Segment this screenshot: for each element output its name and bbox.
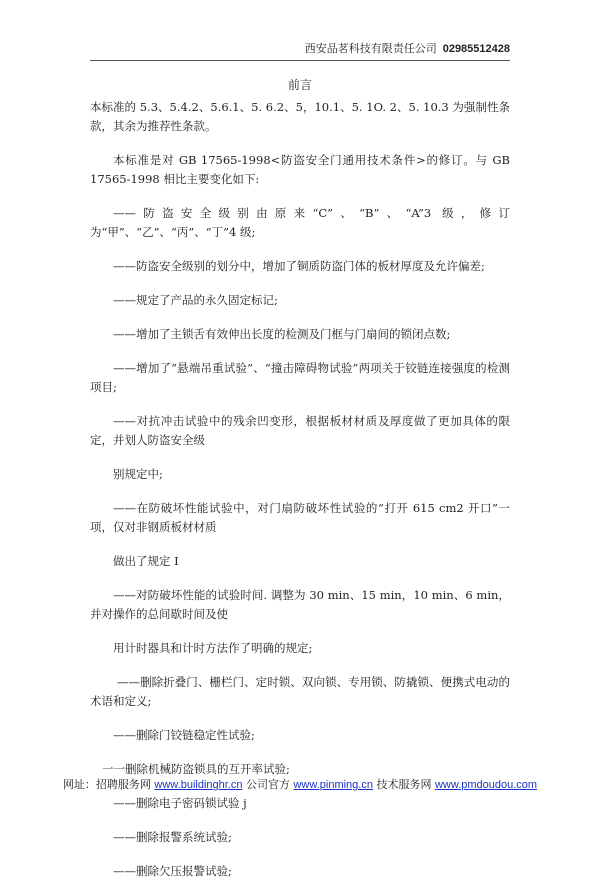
list-item: ——对抗冲击试验中的残余凹变形，根据板材材质及厚度做了更加具体的限定，并划人防盗安全级 bbox=[90, 414, 510, 447]
list-item: ——删除欠压报警试验; bbox=[113, 864, 232, 878]
page-footer bbox=[0, 776, 600, 792]
list-item: ——增加了“悬端吊重试验”、“撞击障碍物试验”两项关于铰链连接强度的检测项目; bbox=[90, 361, 510, 394]
footer-label-tech: 技术服务网 bbox=[376, 778, 432, 791]
list-item: ——删除电子密码锁试验 j bbox=[113, 796, 247, 810]
list-item: ——防盗安全级别由原来“C”、“B”、“A”3 级，修订为“甲”、“乙”、“丙”、“丁”4 级; bbox=[90, 206, 510, 239]
list-item: 一一删除机械防盗锁具的互开率试验; bbox=[102, 762, 290, 776]
paragraph-revision-intro: 本标准是对 GB 17565-1998<防盗安全门通用技术条件>的修订。与 GB 17565-1998 相比主要变化如下: bbox=[90, 153, 510, 186]
list-item: ——规定了产品的永久固定标记; bbox=[113, 293, 278, 307]
list-item: ——删除报警系统试验; bbox=[113, 830, 232, 844]
list-item: ——对防破坏性能的试验时间. 调整为 30 min、15 min，10 min、6 min，并对操作的总间歇时间及使 bbox=[90, 588, 510, 621]
list-item-continuation: 做出了规定 I bbox=[113, 554, 179, 568]
list-item: ——删除门铰链稳定性试验; bbox=[113, 728, 255, 742]
page-header bbox=[90, 40, 510, 61]
list-item: ——防盗安全级别的划分中，增加了铜质防盗门体的板材厚度及允许偏差; bbox=[113, 259, 485, 273]
list-item-continuation: 别规定中; bbox=[113, 467, 163, 481]
list-item: ——在防破坏性能试验中，对门扇防破坏性试验的“打开 615 cm2 开口”一项，仅对非钢质板材材质 bbox=[90, 501, 510, 534]
footer-link-pinming[interactable]: www.pinming.cn bbox=[293, 779, 373, 791]
footer-link-pmdoudou[interactable]: www.pmdoudou.com bbox=[434, 779, 538, 791]
footer-label-official: 公司官方 bbox=[245, 778, 290, 791]
list-item: ——增加了主锁舌有效伸出长度的检测及门框与门扇间的锁闭点数; bbox=[113, 327, 451, 341]
document-title: 前言 bbox=[287, 78, 312, 92]
footer-label-site: 网址：招聘服务网 bbox=[62, 778, 151, 791]
company-name: 西安品茗科技有限责任公司 bbox=[304, 42, 437, 55]
list-item: ——删除折叠门、栅栏门、定时锁、双向锁、专用锁、防撬锁、便携式电动的术语和定义; bbox=[90, 675, 510, 708]
paragraph-mandatory-clauses: 本标准的 5.3、5.4.2、5.6.1、5. 6.2、5，10.1、5. 1O. 2、5. 10.3 为强制性条款，其余为推荐性条款。 bbox=[90, 100, 510, 133]
list-item-continuation: 用计时器具和计时方法作了明确的规定; bbox=[113, 641, 313, 655]
footer-link-buildinghr[interactable]: www.buildinghr.cn bbox=[154, 779, 243, 791]
company-phone: 02985512428 bbox=[442, 43, 510, 55]
